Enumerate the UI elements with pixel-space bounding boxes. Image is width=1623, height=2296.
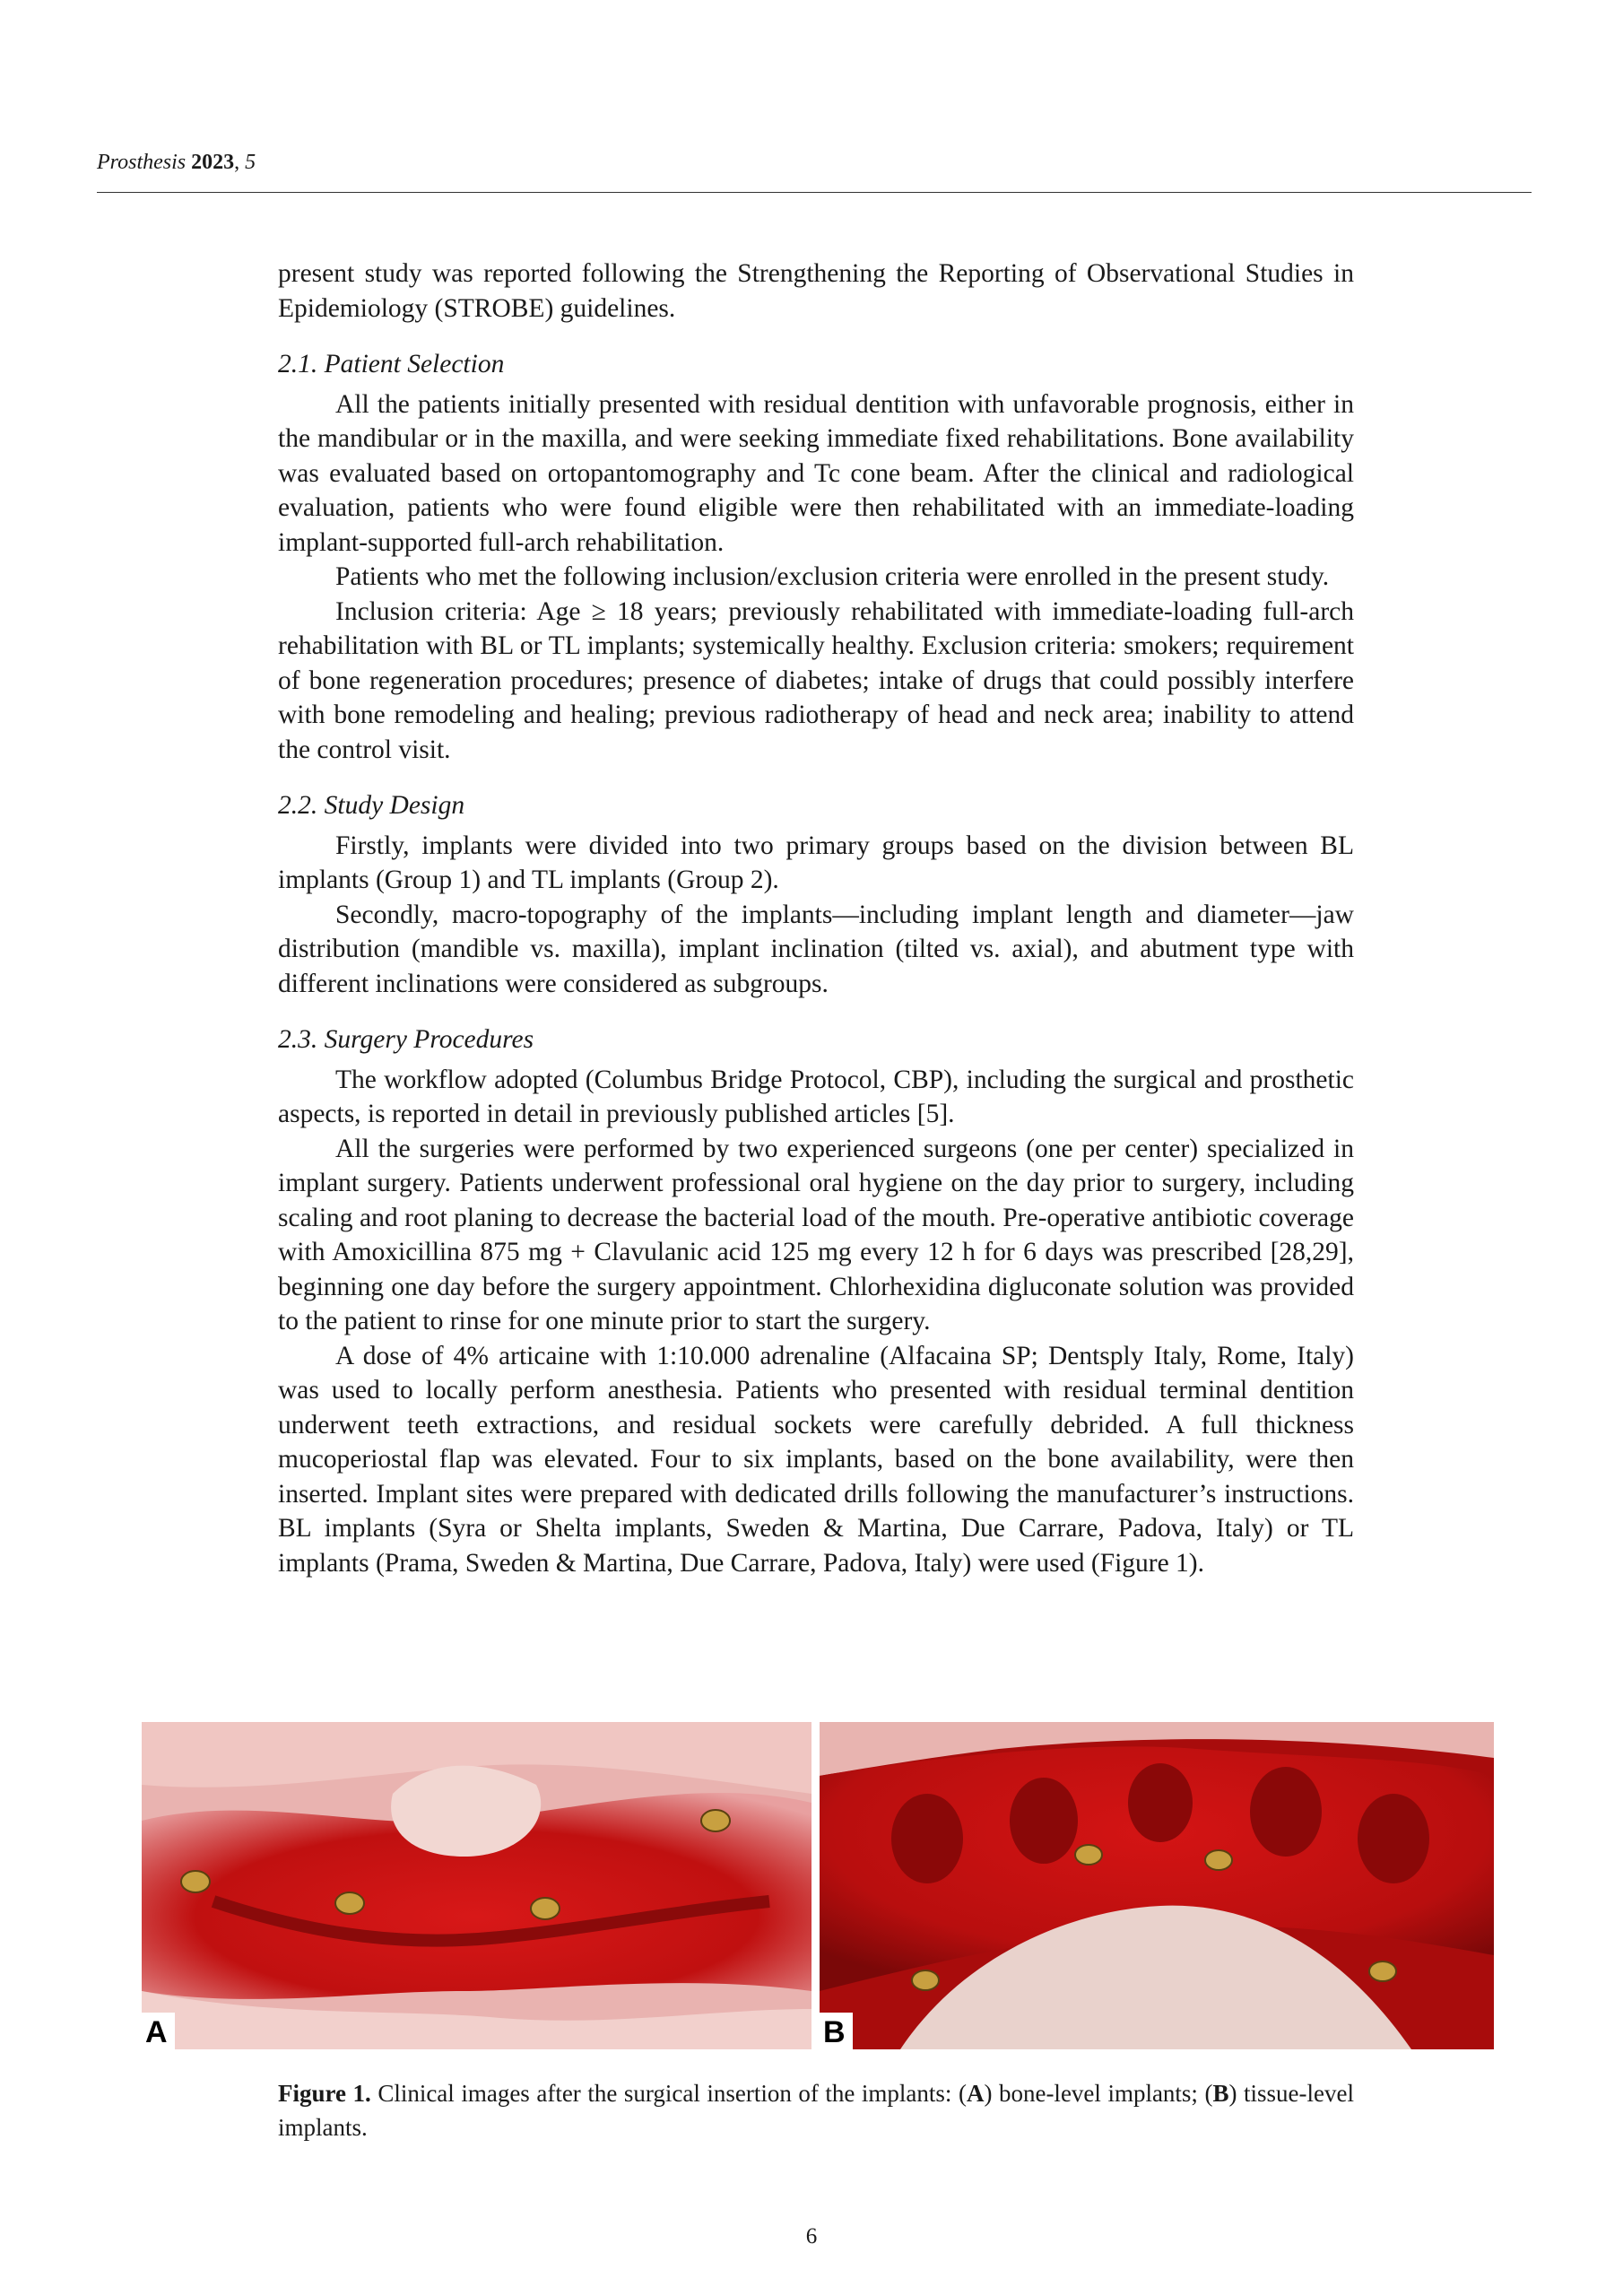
main-text [278, 257, 1354, 1580]
section-heading-2-1: 2.1. Patient Selection [278, 350, 505, 378]
paragraph: Firstly, implants were divided into two primary groups based on the division between BL implants (Group 1) and TL implants (Group 2). [278, 831, 1354, 894]
figure-caption [278, 2076, 1354, 2144]
caption-ref-b: B [1212, 2080, 1229, 2107]
journal-volume: 5 [245, 151, 256, 174]
photo-b-illustration [820, 1722, 1494, 2049]
page-number: 6 [805, 2224, 818, 2248]
clinical-photo-a [142, 1722, 812, 2049]
clinical-photo-b [820, 1722, 1494, 2049]
section-heading-2-2: 2.2. Study Design [278, 791, 465, 820]
paragraph: All the patients initially presented with residual dentition with unfavorable prognosis, either in the mandibular or in the maxilla, and were seeking immediate fixed rehabilitations. Bone availability was evaluated based on ortopantomography and Tc cone beam. After the clinical and radiological evaluation, patients who were found eligible were then rehabilitated with an immediate-loading implant-supported full-arch rehabilitation. [278, 389, 1354, 557]
paragraph: The workflow adopted (Columbus Bridge Protocol, CBP), including the surgical and prosthetic aspects, is reported in detail in previously published articles [5]. [278, 1065, 1354, 1128]
photo-a-illustration [142, 1722, 812, 2049]
caption-text: Clinical images after the surgical insertion of the implants: ( [370, 2080, 967, 2107]
paragraph: Secondly, macro-topography of the implants—including implant length and diameter—jaw distribution (mandible vs. maxilla), implant inclination (tilted vs. axial), and abutment type with different inclinations were considered as subgroups. [278, 900, 1354, 998]
caption-text: ) tissue-level implants. [278, 2080, 1354, 2141]
intro-paragraph: present study was reported following the Strengthening the Reporting of Observational Studies in Epidemiology (STROBE) guidelines. [278, 259, 1354, 323]
caption-text: ) bone-level implants; ( [984, 2080, 1213, 2107]
header-rule [97, 192, 1532, 193]
paragraph: A dose of 4% articaine with 1:10.000 adrenaline (Alfacaina SP; Dentsply Italy, Rome, Italy) was used to locally perform anesthesia. Patients who presented with residual terminal dentition underwent teeth extractions, and residual sockets were carefully debrided. A full thickness mucoperiostal flap was elevated. Four to six implants, based on the bone availability, were then inserted. Implant sites were prepared with dedicated drills following the manufacturer’s instructions. BL implants (Syra or Shelta implants, Sweden & Martina, Due Carrare, Padova, Italy) or TL implants (Prama, Sweden & Martina, Due Carrare, Padova, Italy) were used (Figure 1). [278, 1341, 1354, 1578]
figure-1 [142, 1722, 1494, 2049]
panel-label-b: B [820, 2013, 853, 2049]
caption-ref-a: A [966, 2080, 985, 2107]
paragraph: Inclusion criteria: Age ≥ 18 years; previously rehabilitated with immediate-loading full-arch rehabilitation with BL or TL implants; systemically healthy. Exclusion criteria: smokers; requirement of bone regeneration procedures; presence of diabetes; intake of drugs that could possibly interfere with bone remodeling and healing; previous radiotherapy of head and neck area; inability to attend the control visit. [278, 596, 1354, 764]
panel-label-a: A [142, 2013, 175, 2049]
journal-year: 2023 [191, 151, 235, 174]
section-heading-2-3: 2.3. Surgery Procedures [278, 1025, 534, 1054]
paragraph: All the surgeries were performed by two experienced surgeons (one per center) specialized in implant surgery. Patients underwent professional oral hygiene on the day prior to surgery, including scaling and root planing to decrease the bacterial load of the mouth. Pre-operative antibiotic coverage with Amoxicillina 875 mg + Clavulanic acid 125 mg every 12 h for 6 days was prescribed [28,29], beginning one day before the surgery appointment. Chlorhexidina digluconate solution was provided to the patient to rinse for one minute prior to start the surgery. [278, 1134, 1354, 1335]
journal-name: Prosthesis [97, 151, 187, 174]
running-header: Prosthesis 2023, 5 [97, 151, 256, 174]
paragraph: Patients who met the following inclusion/exclusion criteria were enrolled in the present study. [335, 562, 1330, 591]
caption-label: Figure 1. [278, 2080, 371, 2107]
